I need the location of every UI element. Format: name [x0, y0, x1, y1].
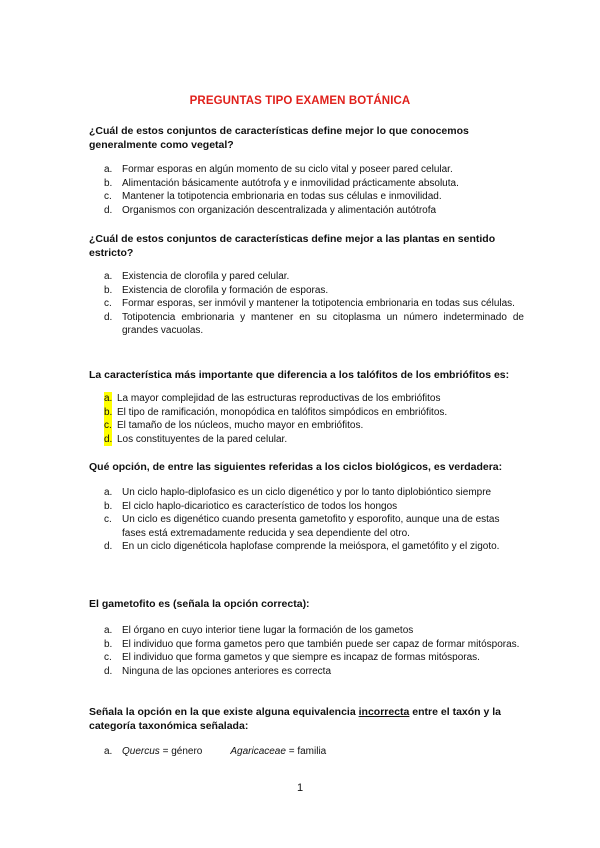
option-1a: a. Formar esporas en algún momento de su ciclo vital y poseer pared celular. [104, 164, 453, 175]
option-4c: c. Un ciclo es digenético cuando presenta gametofito y esporofito, aunque una de estas fases está extremadamente reducida y sea dependiente del otro. [104, 514, 500, 539]
question-2-options [104, 270, 524, 338]
option-5d: d. Ninguna de las opciones anteriores es correcta [104, 665, 332, 677]
highlight-3c: c. [104, 420, 112, 431]
option-6a: a. Quercus = género Agaricaceae = familia [104, 746, 327, 757]
option-2d: d. Totipotencia embrionaria y mantener en su citoplasma un número indeterminado de grandes vacuolas. [104, 311, 524, 336]
option-3c: c. El tamaño de los núcleos, mucho mayor en embriófitos. [104, 420, 364, 431]
option-5c: c. El individuo que forma gametos y que siempre es incapaz de formas mitósporas. [104, 652, 480, 663]
underlined-word: incorrecta [358, 706, 410, 718]
highlight-3d: d. [104, 433, 113, 445]
document-title: PREGUNTAS TIPO EXAMEN BOTÁNICA [189, 95, 411, 107]
option-1c: c. Mantener la totipotencia embrionaria en todas sus células e inmovilidad. [104, 191, 442, 202]
question-3: La característica más importante que diferencia a los talófitos de los embriófitos es: [89, 369, 510, 381]
option-4a: a. Un ciclo haplo-diplofasico es un ciclo digenético y por lo tanto diplobióntico siempre [104, 487, 492, 498]
question-5-options [104, 624, 524, 678]
option-4d: d. En un ciclo digenéticola haplofase comprende la meióspora, el gametófito y el zigoto. [104, 541, 500, 552]
page-number: 1 [296, 782, 304, 794]
question-2: ¿Cuál de estos conjuntos de características define mejor a las plantas en sentido estricto? [89, 233, 496, 259]
highlight-3b: b. [104, 406, 113, 418]
option-2c: c. Formar esporas, ser inmóvil y mantener la totipotencia embrionaria en todas sus células. [104, 298, 515, 309]
question-3-options [104, 392, 524, 446]
option-1d: d. Organismos con organización descentralizada y alimentación autótrofa [104, 204, 437, 216]
option-2b: b. Existencia de clorofila y formación de esporas. [104, 284, 329, 296]
question-4: Qué opción, de entre las siguientes referidas a los ciclos biológicos, es verdadera: [89, 461, 503, 473]
question-5: El gametofito es (señala la opción correcta): [89, 598, 310, 610]
option-3d: d. Los constituyentes de la pared celular. [104, 433, 288, 445]
question-4-options [104, 486, 524, 554]
option-1b: b. Alimentación básicamente autótrofa y e inmovilidad prácticamente absoluta. [104, 177, 459, 189]
option-3a: a. La mayor complejidad de las estructuras reproductivas de los embriófitos [104, 393, 441, 404]
option-2a: a. Existencia de clorofila y pared celular. [104, 271, 290, 282]
question-1: ¿Cuál de estos conjuntos de características define mejor lo que conocemos generalmente como vegetal? [89, 125, 469, 151]
option-3b: b. El tipo de ramificación, monopódica en talófitos simpódicos en embriófitos. [104, 406, 448, 418]
question-6: Señala la opción en la que existe alguna equivalencia incorrecta entre el taxón y la categoría taxonómica señalada: [89, 706, 502, 732]
option-5b: b. El individuo que forma gametos pero que también puede ser capaz de formar mitósporas. [104, 638, 520, 650]
question-1-options [104, 163, 524, 217]
option-5a: a. El órgano en cuyo interior tiene lugar la formación de los gametos [104, 625, 414, 636]
highlight-3a: a. [104, 393, 113, 404]
option-4b: b. El ciclo haplo-dicariotico es característico de todos los hongos [104, 500, 398, 512]
